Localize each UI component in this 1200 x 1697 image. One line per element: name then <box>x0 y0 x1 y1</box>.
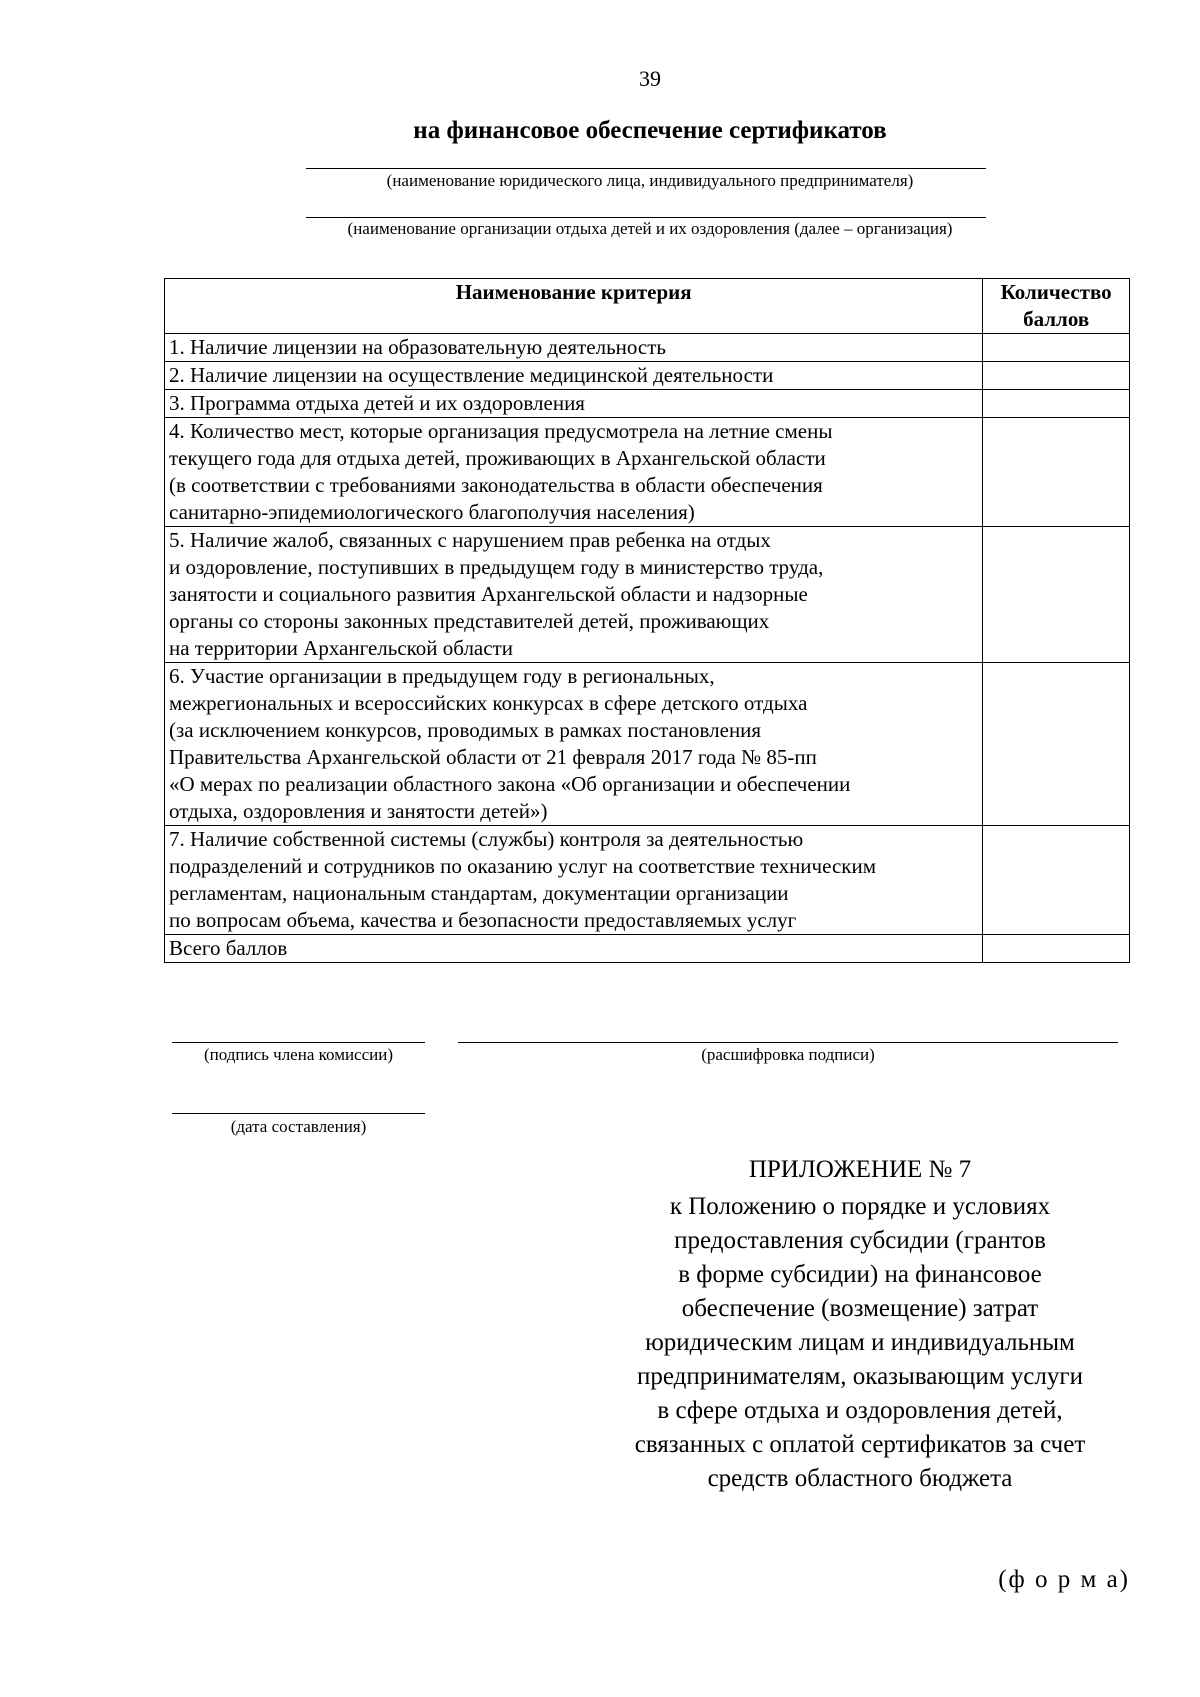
criterion-cell: 2. Наличие лицензии на осуществление медицинской деятельности <box>165 362 983 390</box>
page-number: 39 <box>639 66 661 91</box>
table-row <box>165 334 1130 362</box>
criteria-table <box>164 278 1130 963</box>
member-signature-line <box>172 1042 425 1043</box>
entity-name-caption: (наименование юридического лица, индивидуального предпринимателя) <box>386 171 914 190</box>
criterion-cell: 3. Программа отдыха детей и их оздоровления <box>165 390 983 418</box>
criterion-cell: 4. Количество мест, которые организация предусмотрела на летние смены текущего года для отдыха детей, проживающих в Архангельской области (в соответствии с требованиями законодательства в области обеспечения санитарно-эпидемиологического благополучия населения) <box>165 418 983 527</box>
score-cell[interactable] <box>983 362 1130 390</box>
score-cell[interactable] <box>983 390 1130 418</box>
table-row <box>165 663 1130 826</box>
appendix-text: к Положению о порядке и условиях предоставления субсидии (грантов в форме субсидии) на финансовое обеспечение (возмещение) затрат юридическим лицам и индивидуальным предпринимателям, оказывающим услуги в сфере отдыха и оздоровления детей, связанных с оплатой сертификатов за счет средств областного бюджета <box>634 1193 1086 1492</box>
table-row <box>165 826 1130 935</box>
document-title: на финансовое обеспечение сертификатов <box>413 117 887 144</box>
table-row <box>165 527 1130 663</box>
score-cell[interactable] <box>983 418 1130 527</box>
total-score-cell[interactable] <box>983 935 1130 963</box>
signature-decoding-caption: (расшифровка подписи) <box>701 1045 875 1064</box>
signature-decoding-line <box>458 1042 1118 1043</box>
table-header-row <box>165 279 1130 334</box>
score-column-header: Количество баллов <box>983 279 1130 334</box>
form-label: (ф о р м а) <box>998 1566 1130 1593</box>
total-label-cell: Всего баллов <box>165 935 983 963</box>
criterion-cell: 6. Участие организации в предыдущем году в региональных, межрегиональных и всероссийских конкурсах в сфере детского отдыха (за исключением конкурсов, проводимых в рамках постановления Правительства Архангельской области от 21 февраля 2017 года № 85-пп «О мерах по реализации областного закона «Об организации и обеспечении отдыха, оздоровления и занятости детей») <box>165 663 983 826</box>
score-cell[interactable] <box>983 826 1130 935</box>
table-row <box>165 418 1130 527</box>
appendix-heading: ПРИЛОЖЕНИЕ № 7 <box>748 1156 972 1183</box>
table-row <box>165 390 1130 418</box>
criterion-cell: 1. Наличие лицензии на образовательную деятельность <box>165 334 983 362</box>
date-caption: (дата составления) <box>230 1117 367 1136</box>
score-cell[interactable] <box>983 663 1130 826</box>
score-cell[interactable] <box>983 334 1130 362</box>
table-row <box>165 362 1130 390</box>
criterion-cell: 7. Наличие собственной системы (службы) контроля за деятельностью подразделений и сотрудников по оказанию услуг на соответствие техническим регламентам, национальным стандартам, документации организации по вопросам объема, качества и безопасности предоставляемых услуг <box>165 826 983 935</box>
score-cell[interactable] <box>983 527 1130 663</box>
entity-name-line <box>306 168 986 169</box>
organization-name-line <box>306 217 986 218</box>
member-signature-caption: (подпись члена комиссии) <box>203 1045 393 1064</box>
criterion-cell: 5. Наличие жалоб, связанных с нарушением прав ребенка на отдых и оздоровление, поступивших в предыдущем году в министерство труда, занятости и социального развития Архангельской области и надзорные органы со стороны законных представителей детей, проживающих на территории Архангельской области <box>165 527 983 663</box>
date-line <box>172 1113 425 1114</box>
criterion-column-header: Наименование критерия <box>165 279 983 334</box>
total-row <box>165 935 1130 963</box>
organization-name-caption: (наименование организации отдыха детей и их оздоровления (далее – организация) <box>347 219 953 238</box>
